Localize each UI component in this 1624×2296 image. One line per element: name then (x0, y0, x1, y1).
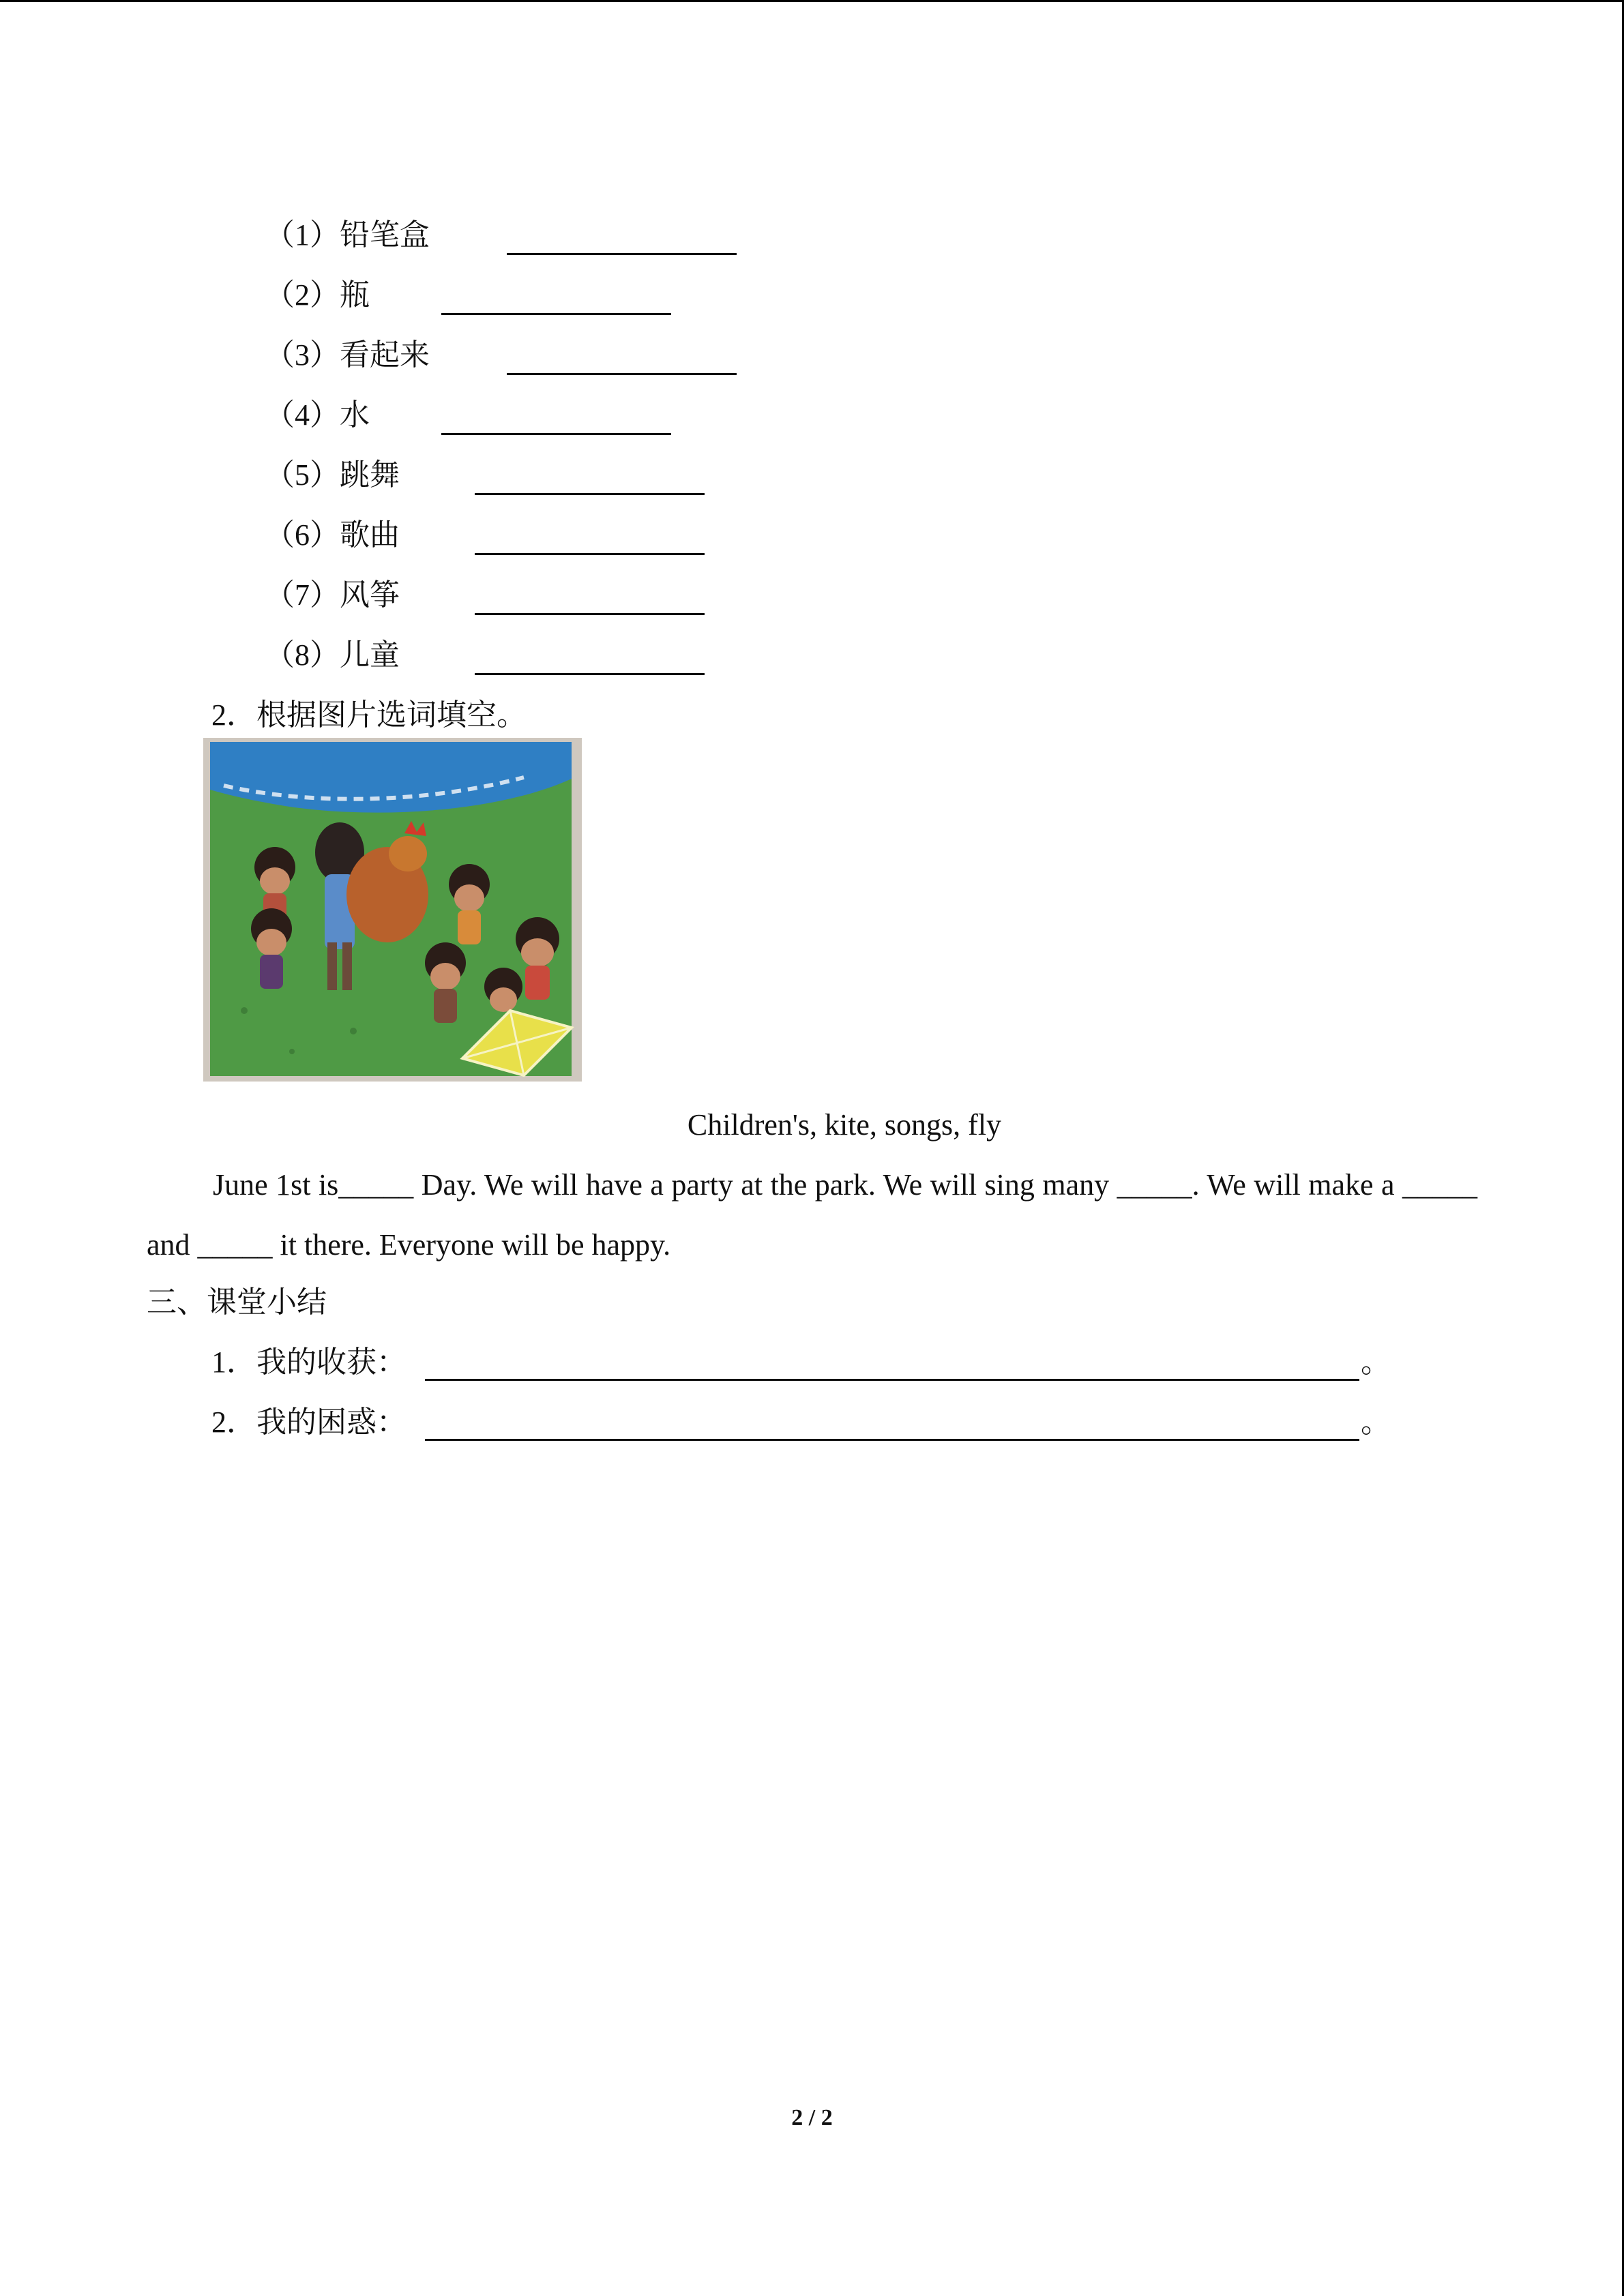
picture-illustration (203, 738, 582, 1082)
vocab-item-3: （3）看起来 (265, 338, 430, 372)
vocab-blank-6[interactable] (475, 553, 705, 555)
vocab-item-6: （6）歌曲 (265, 518, 400, 552)
vocab-item-8: （8）儿童 (265, 638, 400, 672)
vocab-item-7: （7）风筝 (265, 578, 400, 612)
vocab-item-4: （4）水 (265, 398, 370, 432)
vocab-item-2: （2）瓶 (265, 278, 370, 312)
vocab-item-1: （1）铅笔盒 (265, 218, 430, 252)
vocab-blank-7[interactable] (475, 613, 705, 615)
summary-confusion-end-mark: 。 (1361, 1405, 1391, 1439)
summary-gain-blank[interactable] (425, 1379, 1359, 1381)
summary-heading: 三、课堂小结 (147, 1285, 327, 1319)
fill-in-passage: June 1st is_____ Day. We will have a party at the park. We will sing many _____. We will make a _____ and _____ it there. Everyone will be happy. (147, 1168, 1477, 1262)
page-number: 2 / 2 (791, 2105, 833, 2130)
vocab-blank-8[interactable] (475, 673, 705, 675)
vocab-blank-1[interactable] (507, 253, 737, 255)
word-bank: Children's, kite, songs, fly (687, 1108, 1002, 1142)
question-2-heading: 2．根据图片选词填空。 (211, 698, 527, 732)
vocab-blank-2[interactable] (441, 313, 671, 315)
vocab-blank-3[interactable] (507, 373, 737, 375)
vocab-blank-4[interactable] (441, 433, 671, 435)
vocab-item-5: （5）跳舞 (265, 458, 400, 492)
summary-gain-end-mark: 。 (1361, 1345, 1391, 1379)
summary-confusion-blank[interactable] (425, 1439, 1359, 1441)
summary-confusion-label: 2．我的困惑： (211, 1405, 407, 1439)
vocab-blank-5[interactable] (475, 493, 705, 495)
children-kite-picture (203, 738, 582, 1082)
page-top-border (0, 0, 1624, 2)
summary-gain-label: 1．我的收获： (211, 1345, 407, 1379)
